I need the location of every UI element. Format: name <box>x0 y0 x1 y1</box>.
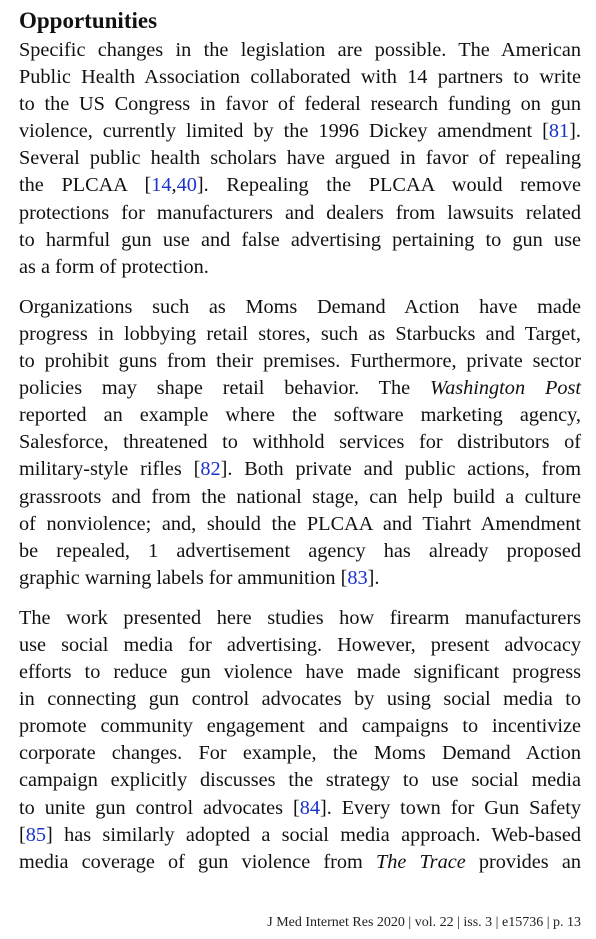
paragraph-3 <box>19 605 581 876</box>
text-line <box>19 849 581 876</box>
text-line <box>19 118 581 145</box>
publication-name: Washington Post <box>430 377 581 400</box>
text-run: ] has similarly adopted a social media approach. Web-based <box>46 823 581 846</box>
citation-link-85[interactable]: 85 <box>25 823 47 846</box>
text-line: Salesforce, threatened to withhold services for distributors of <box>19 431 581 454</box>
citation-separator: , <box>171 174 177 197</box>
citation-link-83[interactable]: 83 <box>347 566 368 589</box>
citation-link-84[interactable]: 84 <box>299 796 320 819</box>
text-line: efforts to reduce gun violence have made significant progress <box>19 661 581 684</box>
text-line: promote community engagement and campaigns to incentivize <box>19 715 581 738</box>
text-line: as a form of protection. <box>19 255 209 278</box>
text-line: to harmful gun use and false advertising pertaining to gun use <box>19 228 581 251</box>
text-run: graphic warning labels for ammunition [ <box>19 566 348 589</box>
citation-link-82[interactable]: 82 <box>200 458 221 481</box>
text-run: violence, currently limited by the 1996 Dickey amendment [ <box>19 120 549 143</box>
paragraph-2 <box>19 294 581 592</box>
text-line <box>19 172 581 199</box>
citation-link-14[interactable]: 14 <box>151 174 172 197</box>
text-line: Specific changes in the legislation are possible. The American <box>19 39 581 61</box>
text-run: provides an <box>465 850 581 873</box>
text-line <box>19 375 581 402</box>
text-run: policies may shape retail behavior. The <box>19 377 431 400</box>
text-run: media coverage of gun violence from <box>19 850 376 873</box>
text-line <box>19 795 581 822</box>
text-line: Several public health scholars have argued in favor of repealing <box>19 147 581 170</box>
text-line: be repealed, 1 advertisement agency has already proposed <box>19 539 581 562</box>
text-run: to unite gun control advocates [ <box>19 796 300 819</box>
text-line: corporate changes. For example, the Moms Demand Action <box>19 742 581 765</box>
text-run: ]. Repealing the PLCAA would remove <box>196 174 581 197</box>
text-line: grassroots and from the national stage, can help build a culture <box>19 485 581 508</box>
text-run: ]. Both private and public actions, from <box>220 458 581 481</box>
text-line: reported an example where the software marketing agency, <box>19 404 581 427</box>
publication-name: The Trace <box>375 850 466 873</box>
text-run: military-style rifles [ <box>19 458 201 481</box>
text-line: Organizations such as Moms Demand Action have made <box>19 295 581 318</box>
citation-link-40[interactable]: 40 <box>176 174 197 197</box>
text-line: of nonviolence; and, should the PLCAA and Tiahrt Amendment <box>19 512 581 535</box>
text-line: use social media for advertising. However, present advocacy <box>19 633 581 656</box>
text-line: progress in lobbying retail stores, such as Starbucks and Target, <box>19 322 581 345</box>
paragraph-1 <box>19 37 581 281</box>
text-line <box>19 822 581 849</box>
text-line: to the US Congress in favor of federal research funding on gun <box>19 93 581 116</box>
article-page <box>19 6 581 889</box>
citation-link-81[interactable]: 81 <box>548 120 570 143</box>
text-run: ]. Every town for Gun Safety <box>320 796 581 819</box>
text-line: protections for manufacturers and dealers from lawsuits related <box>19 201 581 224</box>
text-line: in connecting gun control advocates by using social media to <box>19 688 581 711</box>
text-run: ]. <box>569 120 581 143</box>
text-run: the PLCAA [ <box>19 174 152 197</box>
text-line: campaign explicitly discusses the strategy to use social media <box>19 769 581 792</box>
section-heading: Opportunities <box>19 8 158 33</box>
text-run: ]. <box>367 566 380 589</box>
text-line: to prohibit guns from their premises. Furthermore, private sector <box>19 350 581 373</box>
text-line: Public Health Association collaborated with 14 partners to write <box>19 66 581 89</box>
text-line: The work presented here studies how firearm manufacturers <box>19 606 581 629</box>
text-run: [ <box>19 823 26 846</box>
page-footer-citation: J Med Internet Res 2020 | vol. 22 | iss. 3 | e15736 | p. 13 <box>267 915 581 930</box>
text-line <box>19 565 581 592</box>
text-line <box>19 456 581 483</box>
